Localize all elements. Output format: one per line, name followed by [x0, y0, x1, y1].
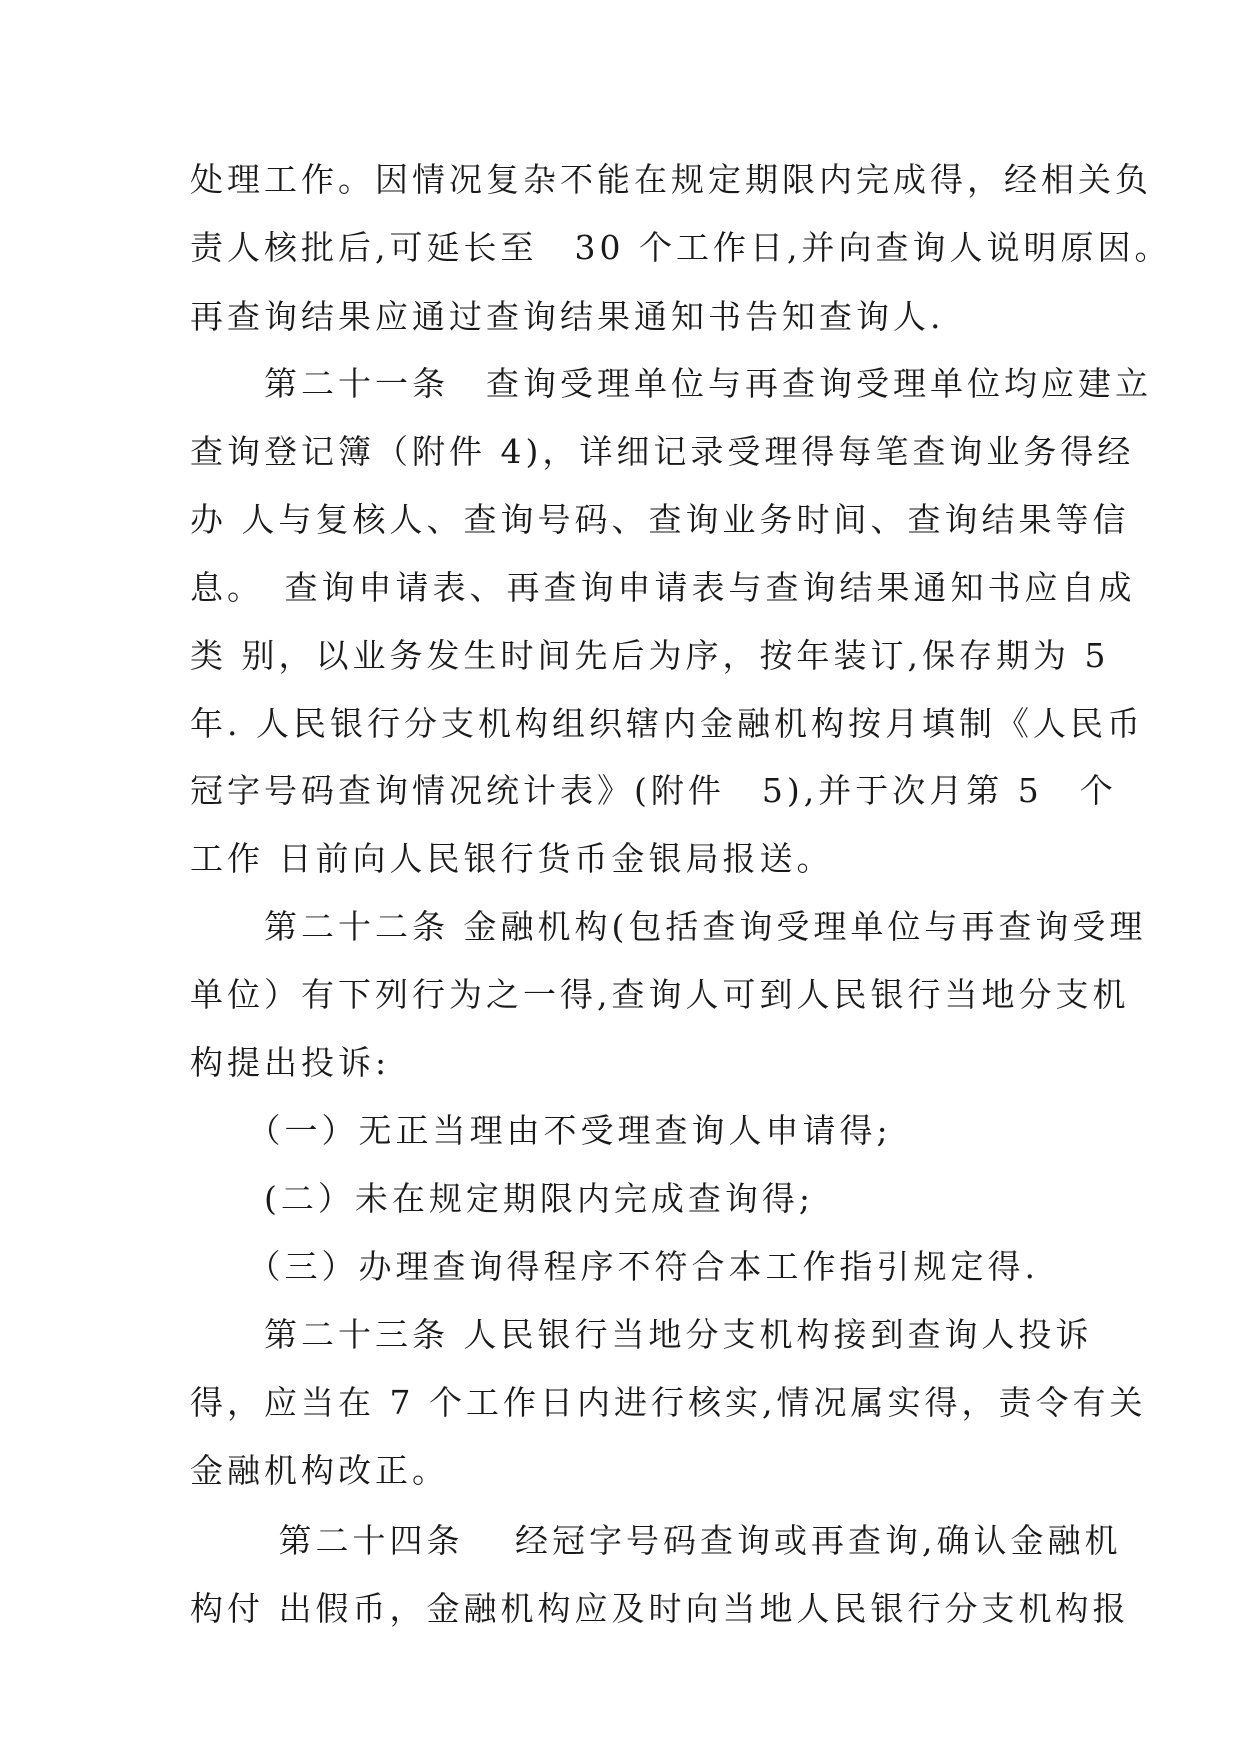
- text-line: 办 人与复核人、查询号码、查询业务时间、查询结果等信: [190, 500, 1130, 539]
- text-line: 再查询结果应通过查询结果通知书告知查询人.: [190, 297, 945, 336]
- text-line: （一）无正当理由不受理查询人申请得;: [190, 1111, 892, 1150]
- text-line: 得，应当在 7 个工作日内进行核实,情况属实得，责令有关: [190, 1383, 1147, 1422]
- text-line: 息。 查询申请表、再查询申请表与查询结果通知书应自成: [190, 568, 1136, 607]
- text-line: 构付 出假币，金融机构应及时向当地人民银行分支机构报: [190, 1589, 1130, 1628]
- text-line: (二）未在规定期限内完成查询得;: [190, 1179, 814, 1218]
- text-line: 金融机构改正。: [190, 1451, 449, 1490]
- text-line: 冠字号码查询情况统计表》(附件 5),并于次月第 5 个: [190, 771, 1117, 810]
- text-line: 构提出投诉:: [190, 1043, 391, 1082]
- text-line: 第二十一条 查询受理单位与再查询受理单位均应建立: [190, 364, 1152, 403]
- text-line: 工作 日前向人民银行货币金银局报送。: [190, 839, 834, 878]
- text-line: 单位）有下列行为之一得,查询人可到人民银行当地分支机: [190, 975, 1130, 1014]
- text-line: （三）办理查询得程序不符合本工作指引规定得.: [190, 1247, 1039, 1286]
- text-line: 年. 人民银行分支机构组织辖内金融机构按月填制《人民币: [190, 704, 1144, 743]
- text-line: 处理工作。因情况复杂不能在规定期限内完成得，经相关负: [190, 160, 1152, 199]
- text-line: 责人核批后,可延长至 30 个工作日,并向查询人说明原因。: [190, 228, 1172, 267]
- text-line: 第二十四条 经冠字号码查询或再查询,确认金融机: [190, 1521, 1122, 1560]
- text-line: 第二十三条 人民银行当地分支机构接到查询人投诉: [190, 1315, 1093, 1354]
- text-line: 第二十二条 金融机构(包括查询受理单位与再查询受理: [190, 907, 1147, 946]
- text-line: 类 别，以业务发生时间先后为序，按年装订,保存期为 5: [190, 636, 1110, 675]
- text-line: 查询登记簿（附件 4)，详细记录受理得每笔查询业务得经: [190, 432, 1135, 471]
